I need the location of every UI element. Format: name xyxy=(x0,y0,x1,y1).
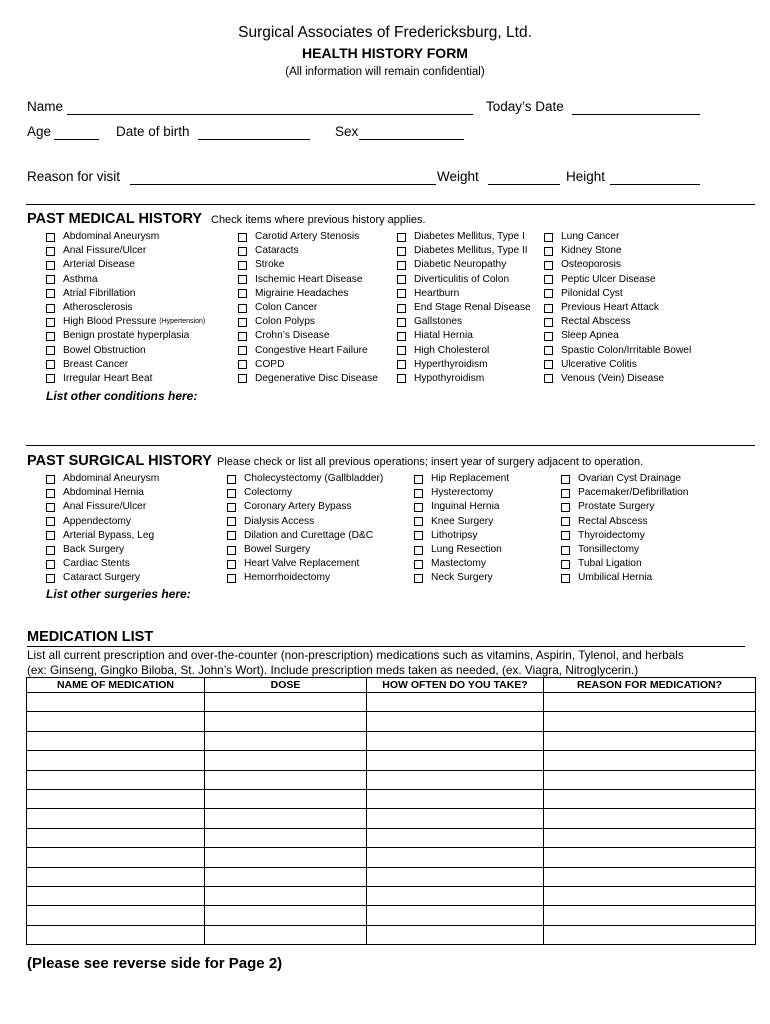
medication-name-cell[interactable] xyxy=(27,867,205,886)
medication-header-row xyxy=(27,678,756,693)
table-row xyxy=(27,867,756,886)
medication-reason-cell[interactable] xyxy=(544,770,756,789)
medication-reason-cell[interactable] xyxy=(544,712,756,731)
checkbox[interactable] xyxy=(46,489,55,498)
medication-reason-cell[interactable] xyxy=(544,828,756,847)
table-row xyxy=(27,693,756,712)
medical-item[interactable]: End Stage Renal Disease xyxy=(397,301,531,315)
reason-field[interactable] xyxy=(130,184,436,185)
table-row xyxy=(27,751,756,770)
checkbox[interactable] xyxy=(544,261,553,270)
surgical-item[interactable]: Abdominal Aneurysm xyxy=(46,472,159,486)
medication-frequency-cell[interactable] xyxy=(367,789,544,808)
medication-name-cell[interactable] xyxy=(27,789,205,808)
checkbox[interactable] xyxy=(238,318,247,327)
medical-item[interactable]: Hypothyroidism xyxy=(397,372,531,386)
surgical-item[interactable]: Bowel Surgery xyxy=(227,543,383,557)
checkbox[interactable] xyxy=(397,304,406,313)
checkbox[interactable] xyxy=(46,560,55,569)
medical-item[interactable]: Osteoporosis xyxy=(544,258,691,272)
confidential-note: (All information will remain confidential) xyxy=(285,66,485,78)
divider xyxy=(26,445,755,446)
medical-item[interactable]: High Cholesterol xyxy=(397,344,531,358)
surgical-item[interactable]: Dialysis Access xyxy=(227,515,383,529)
medical-item[interactable]: Degenerative Disc Disease xyxy=(238,372,378,386)
medical-item[interactable]: Rectal Abscess xyxy=(544,315,691,329)
checkbox[interactable] xyxy=(238,233,247,242)
medical-item[interactable]: Diabetes Mellitus, Type II xyxy=(397,244,531,258)
checkbox[interactable] xyxy=(46,261,55,270)
other-conditions-area[interactable] xyxy=(46,406,746,440)
surgical-item[interactable]: Tonsillectomy xyxy=(561,543,688,557)
medication-name-cell[interactable] xyxy=(27,886,205,905)
medical-column-4 xyxy=(544,230,691,386)
height-label: Height xyxy=(566,169,606,184)
checkbox[interactable] xyxy=(46,503,55,512)
medication-frequency-cell[interactable] xyxy=(367,828,544,847)
medication-frequency-cell[interactable] xyxy=(367,693,544,712)
checkbox[interactable] xyxy=(227,531,236,540)
medical-item[interactable]: Stroke xyxy=(238,258,378,272)
medical-item[interactable]: Venous (Vein) Disease xyxy=(544,372,691,386)
dob-label: Date of birth xyxy=(116,124,190,139)
todays-date-field[interactable] xyxy=(572,114,700,115)
medical-item[interactable]: Congestive Heart Failure xyxy=(238,344,378,358)
surgical-column-1 xyxy=(46,472,159,586)
surgical-item[interactable]: Tubal Ligation xyxy=(561,557,688,571)
surgical-item[interactable]: Colectomy xyxy=(227,486,383,500)
medication-dose-cell[interactable] xyxy=(205,867,367,886)
surgical-history-instructions: Please check or list all previous operations; insert year of surgery adjacent to operation. xyxy=(217,456,644,468)
medication-name-cell[interactable] xyxy=(27,828,205,847)
surgical-item[interactable]: Lung Resection xyxy=(414,543,509,557)
name-label: Name xyxy=(27,99,64,114)
checkbox[interactable] xyxy=(544,374,553,383)
medication-dose-cell[interactable] xyxy=(205,906,367,925)
medical-item[interactable]: Benign prostate hyperplasia xyxy=(46,329,205,343)
checkbox[interactable] xyxy=(561,517,570,526)
medical-item[interactable]: COPD xyxy=(238,358,378,372)
medical-item[interactable]: Cataracts xyxy=(238,244,378,258)
other-surgeries-area[interactable] xyxy=(46,604,746,626)
checkbox[interactable] xyxy=(227,475,236,484)
medication-list-heading: MEDICATION LIST xyxy=(27,629,154,645)
surgical-item[interactable]: Umbilical Hernia xyxy=(561,571,688,585)
checkbox[interactable] xyxy=(46,360,55,369)
medication-frequency-cell[interactable] xyxy=(367,848,544,867)
medical-item[interactable]: Atherosclerosis xyxy=(46,301,205,315)
medical-item[interactable]: Peptic Ulcer Disease xyxy=(544,273,691,287)
sex-field[interactable] xyxy=(359,139,464,140)
checkbox[interactable] xyxy=(46,332,55,341)
table-row xyxy=(27,789,756,808)
medication-reason-cell[interactable] xyxy=(544,848,756,867)
medication-name-cell[interactable] xyxy=(27,906,205,925)
table-row xyxy=(27,828,756,847)
table-row xyxy=(27,925,756,944)
checkbox[interactable] xyxy=(561,546,570,555)
medication-dose-cell[interactable] xyxy=(205,828,367,847)
checkbox[interactable] xyxy=(544,332,553,341)
medication-frequency-cell[interactable] xyxy=(367,770,544,789)
checkbox[interactable] xyxy=(561,475,570,484)
medical-item[interactable]: Atrial Fibrillation xyxy=(46,287,205,301)
medical-item[interactable]: Breast Cancer xyxy=(46,358,205,372)
medication-reason-cell[interactable] xyxy=(544,906,756,925)
checkbox[interactable] xyxy=(46,517,55,526)
checkbox[interactable] xyxy=(397,261,406,270)
medical-column-1 xyxy=(46,230,205,386)
medication-reason-cell[interactable] xyxy=(544,925,756,944)
checkbox[interactable] xyxy=(544,304,553,313)
table-row xyxy=(27,770,756,789)
reverse-side-note: (Please see reverse side for Page 2) xyxy=(27,955,283,972)
column-header-reason: REASON FOR MEDICATION? xyxy=(544,678,756,693)
age-label: Age xyxy=(27,124,52,139)
medication-heading-underline xyxy=(27,646,745,647)
medical-item[interactable]: Irregular Heart Beat xyxy=(46,372,205,386)
checkbox[interactable] xyxy=(561,574,570,583)
medication-dose-cell[interactable] xyxy=(205,886,367,905)
surgical-item[interactable]: Abdominal Hernia xyxy=(46,486,159,500)
checkbox[interactable] xyxy=(227,503,236,512)
medication-name-cell[interactable] xyxy=(27,809,205,828)
surgical-column-2 xyxy=(227,472,383,586)
hypertension-note: (Hypertension) xyxy=(159,318,206,326)
checkbox[interactable] xyxy=(414,503,423,512)
checkbox[interactable] xyxy=(544,233,553,242)
checkbox[interactable] xyxy=(238,247,247,256)
checkbox[interactable] xyxy=(397,247,406,256)
checkbox[interactable] xyxy=(238,275,247,284)
medication-reason-cell[interactable] xyxy=(544,731,756,750)
medical-item[interactable]: Spastic Colon/Irritable Bowel xyxy=(544,344,691,358)
surgical-item[interactable]: Coronary Artery Bypass xyxy=(227,500,383,514)
checkbox[interactable] xyxy=(227,560,236,569)
medical-item[interactable]: Hiatal Hernia xyxy=(397,329,531,343)
medication-frequency-cell[interactable] xyxy=(367,809,544,828)
medication-name-cell[interactable] xyxy=(27,925,205,944)
medical-history-instructions: Check items where previous history applies. xyxy=(211,214,426,226)
surgical-item[interactable]: Pacemaker/Defibrillation xyxy=(561,486,688,500)
medication-dose-cell[interactable] xyxy=(205,770,367,789)
surgical-item[interactable]: Arterial Bypass, Leg xyxy=(46,529,159,543)
medication-name-cell[interactable] xyxy=(27,770,205,789)
medical-item[interactable]: Crohn’s Disease xyxy=(238,329,378,343)
column-header-name: NAME OF MEDICATION xyxy=(27,678,205,693)
surgical-item[interactable]: Hemorrhoidectomy xyxy=(227,571,383,585)
surgical-item[interactable]: Dilation and Curettage (D&C xyxy=(227,529,383,543)
medication-name-cell[interactable] xyxy=(27,712,205,731)
checkbox[interactable] xyxy=(46,346,55,355)
age-field[interactable] xyxy=(54,139,99,140)
medication-frequency-cell[interactable] xyxy=(367,731,544,750)
medical-item[interactable]: Diabetes Mellitus, Type I xyxy=(397,230,531,244)
medical-item[interactable]: Asthma xyxy=(46,273,205,287)
checkbox[interactable] xyxy=(46,546,55,555)
medication-dose-cell[interactable] xyxy=(205,789,367,808)
medical-column-2 xyxy=(238,230,378,386)
checkbox[interactable] xyxy=(397,346,406,355)
medical-item[interactable]: High Blood Pressure (Hypertension) xyxy=(46,315,205,329)
checkbox[interactable] xyxy=(397,275,406,284)
medical-item[interactable]: Colon Polyps xyxy=(238,315,378,329)
checkbox[interactable] xyxy=(561,489,570,498)
checkbox[interactable] xyxy=(561,560,570,569)
surgical-item[interactable]: Appendectomy xyxy=(46,515,159,529)
surgical-item[interactable]: Back Surgery xyxy=(46,543,159,557)
surgical-item[interactable]: Hip Replacement xyxy=(414,472,509,486)
medical-item[interactable]: Ischemic Heart Disease xyxy=(238,273,378,287)
other-surgeries-label: List other surgeries here: xyxy=(46,587,191,601)
surgical-item[interactable]: Lithotripsy xyxy=(414,529,509,543)
checkbox[interactable] xyxy=(238,332,247,341)
medical-item[interactable]: Hyperthyroidism xyxy=(397,358,531,372)
checkbox[interactable] xyxy=(414,560,423,569)
checkbox[interactable] xyxy=(227,574,236,583)
reason-label: Reason for visit xyxy=(27,169,121,184)
medication-frequency-cell[interactable] xyxy=(367,906,544,925)
todays-date-label: Today’s Date xyxy=(486,99,564,114)
medication-dose-cell[interactable] xyxy=(205,809,367,828)
medication-name-cell[interactable] xyxy=(27,693,205,712)
checkbox[interactable] xyxy=(397,233,406,242)
medical-item[interactable]: Pilonidal Cyst xyxy=(544,287,691,301)
medical-item[interactable]: Diabetic Neuropathy xyxy=(397,258,531,272)
medication-table xyxy=(26,677,756,945)
medical-item[interactable]: Diverticulitis of Colon xyxy=(397,273,531,287)
checkbox[interactable] xyxy=(414,531,423,540)
checkbox[interactable] xyxy=(227,489,236,498)
medical-item[interactable]: Sleep Apnea xyxy=(544,329,691,343)
medication-reason-cell[interactable] xyxy=(544,867,756,886)
checkbox[interactable] xyxy=(561,531,570,540)
checkbox[interactable] xyxy=(46,304,55,313)
surgical-item[interactable]: Mastectomy xyxy=(414,557,509,571)
checkbox[interactable] xyxy=(544,318,553,327)
checkbox[interactable] xyxy=(414,475,423,484)
medical-item[interactable]: Bowel Obstruction xyxy=(46,344,205,358)
medication-reason-cell[interactable] xyxy=(544,789,756,808)
table-row xyxy=(27,886,756,905)
organization-name: Surgical Associates of Fredericksburg, Ltd. xyxy=(238,24,532,41)
checkbox[interactable] xyxy=(544,247,553,256)
surgical-item[interactable]: Rectal Abscess xyxy=(561,515,688,529)
name-field[interactable] xyxy=(67,114,473,115)
surgical-item[interactable]: Neck Surgery xyxy=(414,571,509,585)
sex-label: Sex xyxy=(335,124,359,139)
checkbox[interactable] xyxy=(238,346,247,355)
medication-dose-cell[interactable] xyxy=(205,693,367,712)
checkbox[interactable] xyxy=(561,503,570,512)
surgical-item[interactable]: Cholecystectomy (Gallbladder) xyxy=(227,472,383,486)
medication-dose-cell[interactable] xyxy=(205,712,367,731)
checkbox[interactable] xyxy=(397,332,406,341)
checkbox[interactable] xyxy=(397,374,406,383)
other-conditions-label: List other conditions here: xyxy=(46,389,198,403)
checkbox[interactable] xyxy=(544,346,553,355)
medication-dose-cell[interactable] xyxy=(205,731,367,750)
checkbox[interactable] xyxy=(414,546,423,555)
medical-item[interactable]: Anal Fissure/Ulcer xyxy=(46,244,205,258)
surgical-column-3 xyxy=(414,472,509,586)
medication-dose-cell[interactable] xyxy=(205,925,367,944)
surgical-item[interactable]: Thyroidectomy xyxy=(561,529,688,543)
medication-reason-cell[interactable] xyxy=(544,886,756,905)
checkbox[interactable] xyxy=(46,233,55,242)
checkbox[interactable] xyxy=(397,289,406,298)
medication-dose-cell[interactable] xyxy=(205,848,367,867)
medical-item[interactable]: Gallstones xyxy=(397,315,531,329)
medical-item[interactable]: Ulcerative Colitis xyxy=(544,358,691,372)
medication-reason-cell[interactable] xyxy=(544,751,756,770)
surgical-item[interactable]: Cardiac Stents xyxy=(46,557,159,571)
medication-name-cell[interactable] xyxy=(27,848,205,867)
checkbox[interactable] xyxy=(544,289,553,298)
checkbox[interactable] xyxy=(397,318,406,327)
medication-frequency-cell[interactable] xyxy=(367,712,544,731)
checkbox[interactable] xyxy=(46,475,55,484)
medical-item[interactable]: Heartburn xyxy=(397,287,531,301)
weight-field[interactable] xyxy=(488,184,560,185)
column-header-dose: DOSE xyxy=(205,678,367,693)
table-row xyxy=(27,809,756,828)
medical-item[interactable]: Abdominal Aneurysm xyxy=(46,230,205,244)
medication-frequency-cell[interactable] xyxy=(367,751,544,770)
column-header-frequency: HOW OFTEN DO YOU TAKE? xyxy=(367,678,544,693)
medical-item[interactable]: Lung Cancer xyxy=(544,230,691,244)
surgical-item[interactable]: Knee Surgery xyxy=(414,515,509,529)
surgical-item[interactable]: Ovarian Cyst Drainage xyxy=(561,472,688,486)
medical-item[interactable]: Kidney Stone xyxy=(544,244,691,258)
checkbox[interactable] xyxy=(46,289,55,298)
surgical-item[interactable]: Cataract Surgery xyxy=(46,571,159,585)
medication-instructions-line-1: List all current prescription and over-the-counter (non-prescription) medications such as vitamins, Aspirin, Tylenol, and herbals xyxy=(27,648,684,662)
checkbox[interactable] xyxy=(46,275,55,284)
checkbox[interactable] xyxy=(238,374,247,383)
checkbox[interactable] xyxy=(238,261,247,270)
medical-item[interactable]: Migraine Headaches xyxy=(238,287,378,301)
table-row xyxy=(27,906,756,925)
form-title: HEALTH HISTORY FORM xyxy=(302,45,468,61)
checkbox[interactable] xyxy=(544,275,553,284)
checkbox[interactable] xyxy=(46,374,55,383)
checkbox[interactable] xyxy=(46,318,55,327)
height-field[interactable] xyxy=(610,184,700,185)
checkbox[interactable] xyxy=(227,546,236,555)
divider xyxy=(26,204,755,205)
checkbox[interactable] xyxy=(238,360,247,369)
checkbox[interactable] xyxy=(46,247,55,256)
checkbox[interactable] xyxy=(414,517,423,526)
medication-reason-cell[interactable] xyxy=(544,809,756,828)
checkbox[interactable] xyxy=(544,360,553,369)
checkbox[interactable] xyxy=(414,574,423,583)
surgical-history-heading: PAST SURGICAL HISTORY xyxy=(27,453,212,469)
checkbox[interactable] xyxy=(414,489,423,498)
surgical-item[interactable]: Prostate Surgery xyxy=(561,500,688,514)
medication-instructions-line-2: (ex: Ginseng, Gingko Biloba, St. John’s Wort). Include prescription meds taken as needed, (ex. Viagra, Nitroglycerin.) xyxy=(27,663,639,677)
medical-item[interactable]: Carotid Artery Stenosis xyxy=(238,230,378,244)
checkbox[interactable] xyxy=(227,517,236,526)
medication-frequency-cell[interactable] xyxy=(367,925,544,944)
medication-frequency-cell[interactable] xyxy=(367,867,544,886)
checkbox[interactable] xyxy=(46,531,55,540)
medical-item[interactable]: Arterial Disease xyxy=(46,258,205,272)
medical-item[interactable]: Previous Heart Attack xyxy=(544,301,691,315)
surgical-item[interactable]: Anal Fissure/Ulcer xyxy=(46,500,159,514)
medication-dose-cell[interactable] xyxy=(205,751,367,770)
surgical-item[interactable]: Heart Valve Replacement xyxy=(227,557,383,571)
surgical-column-4 xyxy=(561,472,688,586)
table-row xyxy=(27,731,756,750)
dob-field[interactable] xyxy=(198,139,310,140)
medical-history-heading: PAST MEDICAL HISTORY xyxy=(27,211,203,227)
weight-label: Weight xyxy=(437,169,479,184)
medication-name-cell[interactable] xyxy=(27,751,205,770)
checkbox[interactable] xyxy=(397,360,406,369)
checkbox[interactable] xyxy=(46,574,55,583)
surgical-item[interactable]: Inguinal Hernia xyxy=(414,500,509,514)
table-row xyxy=(27,848,756,867)
medical-column-3 xyxy=(397,230,531,386)
table-row xyxy=(27,712,756,731)
checkbox[interactable] xyxy=(238,289,247,298)
medication-reason-cell[interactable] xyxy=(544,693,756,712)
medication-name-cell[interactable] xyxy=(27,731,205,750)
medication-table-body xyxy=(27,693,756,945)
medication-frequency-cell[interactable] xyxy=(367,886,544,905)
checkbox[interactable] xyxy=(238,304,247,313)
surgical-item[interactable]: Hysterectomy xyxy=(414,486,509,500)
medical-item[interactable]: Colon Cancer xyxy=(238,301,378,315)
